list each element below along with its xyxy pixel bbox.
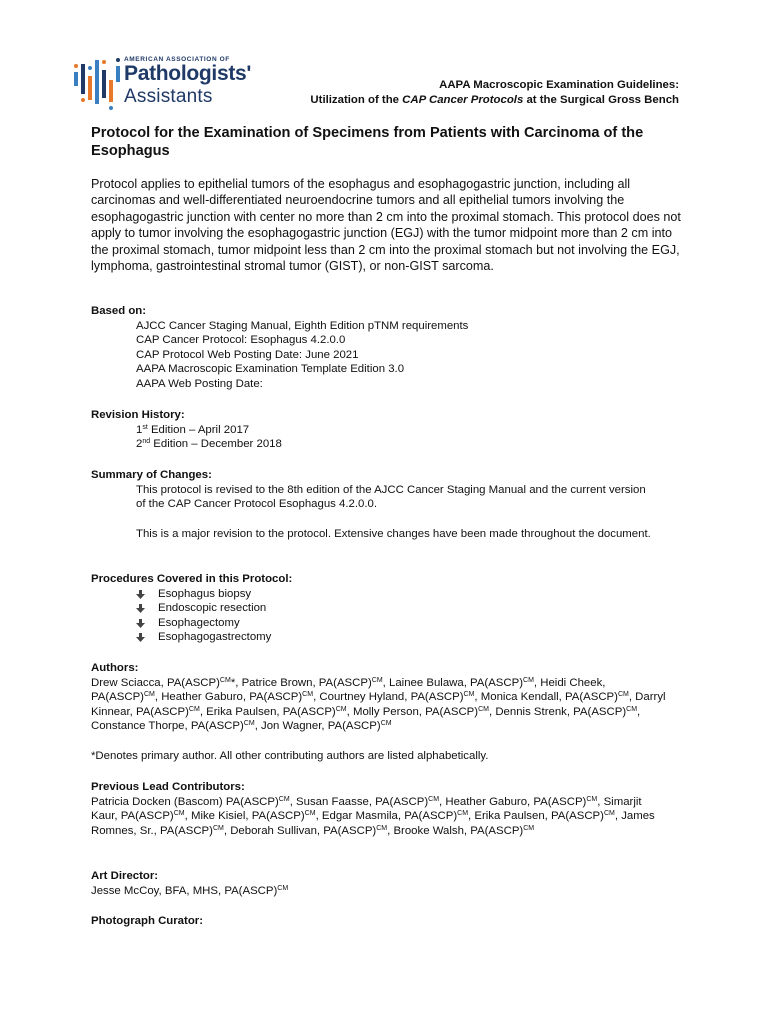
previous-contributor-credential: CM (603, 810, 615, 818)
arrow-bullet-icon (136, 619, 145, 628)
logo-wordmark-sub: Assistants (124, 86, 213, 107)
procedure-item (136, 616, 691, 631)
author-name: Darryl Kinnear, PA(ASCP) (91, 691, 666, 718)
revision-section (91, 408, 691, 452)
previous-contributor (191, 810, 322, 822)
art-director-section (91, 869, 691, 898)
revision-num: 1 (136, 423, 143, 436)
previous-contributor-credential: CM (304, 810, 316, 818)
author (481, 691, 635, 703)
authors-list (91, 676, 671, 734)
previous-contributor-separator: , (468, 810, 475, 823)
author-credential: CM (371, 676, 383, 684)
previous-contributors-list (91, 795, 671, 839)
author-separator: , (382, 676, 389, 689)
previous-contributors-heading: Previous Lead Contributors: (91, 781, 245, 793)
previous-contributor-credential: CM (212, 824, 224, 832)
page-title: Protocol for the Examination of Specimens from Patients with Carcinoma of the Esophagus (91, 125, 644, 159)
header-line-2-post: at the Surgical Gross Bench (523, 93, 679, 106)
logo-tagline: AMERICAN ASSOCIATION OF (124, 56, 230, 63)
revision-text: Edition – December 2018 (150, 438, 282, 451)
arrow-bullet-icon (136, 604, 145, 613)
previous-contributor-separator: , (184, 810, 191, 823)
aapa-logo (72, 56, 272, 112)
based-on-item: AJCC Cancer Staging Manual, Eighth Edition pTNM requirements (136, 319, 469, 332)
author-name: Constance Thorpe, PA(ASCP) (91, 720, 244, 733)
art-director-heading: Art Director: (91, 870, 159, 882)
previous-contributor (322, 810, 474, 822)
previous-contributor-separator: , (439, 795, 446, 808)
revision-num: 2 (136, 438, 143, 451)
author-credential: CM (143, 691, 155, 699)
author (242, 677, 389, 689)
header-line-2-emphasis: CAP Cancer Protocols (402, 93, 524, 106)
previous-contributor-separator: , (387, 824, 394, 837)
summary-heading: Summary of Changes: (91, 469, 212, 481)
previous-contributor-name: Edgar Masmila, PA(ASCP) (321, 810, 458, 823)
art-director-text: Jesse McCoy, BFA, MHS, PA(ASCP) (91, 884, 278, 897)
previous-contributor-separator: , (289, 795, 297, 808)
author-separator: , (199, 705, 207, 718)
previous-contributor (474, 810, 621, 822)
author-separator: , (533, 676, 541, 689)
procedure-label: Esophagectomy (158, 616, 240, 629)
revision-sup: st (142, 423, 148, 431)
procedure-item (136, 601, 691, 616)
header-line-2 (310, 93, 679, 108)
previous-contributor-credential: CM (278, 795, 290, 803)
author (389, 677, 540, 689)
previous-contributors-section (91, 780, 671, 838)
author-credential: CM (463, 691, 475, 699)
author-credential: CM (188, 705, 200, 713)
author-credential: CM (243, 720, 255, 728)
summary-paragraph-1: This protocol is revised to the 8th edition of the AJCC Cancer Staging Manual and the current version of the CAP Cancer Protocol Esophagus 4.2.0.0. (136, 483, 646, 511)
previous-contributor-credential: CM (376, 824, 388, 832)
revision-item (136, 423, 691, 438)
art-director-name (91, 884, 691, 899)
procedures-section (91, 572, 691, 645)
author (206, 706, 353, 718)
author-credential: CM (302, 691, 314, 699)
previous-contributor (445, 796, 603, 808)
procedures-heading: Procedures Covered in this Protocol: (91, 573, 293, 585)
author-separator: , (628, 691, 636, 704)
based-on-item: AAPA Web Posting Date: (136, 377, 263, 390)
previous-contributor-separator: , (597, 795, 604, 808)
author-separator: , (474, 691, 481, 704)
author-credential: CM (380, 720, 392, 728)
art-director-sup: CM (277, 884, 289, 892)
previous-contributor (91, 796, 296, 808)
author-credential: CM (523, 676, 534, 684)
previous-contributor-credential: CM (523, 824, 535, 832)
author-name: Jon Wagner, PA(ASCP) (261, 720, 381, 733)
based-on-item: AAPA Macroscopic Examination Template Edition 3.0 (136, 363, 405, 376)
previous-contributor-name: Simarjit Kaur, PA(ASCP) (91, 795, 642, 823)
author-name: Dennis Strenk, PA(ASCP) (495, 705, 627, 718)
procedure-label: Endoscopic resection (158, 602, 267, 615)
authors-section (91, 661, 671, 764)
revision-heading: Revision History: (91, 409, 185, 421)
author-name: Drew Sciacca, PA(ASCP) (91, 676, 220, 689)
arrow-bullet-icon (136, 590, 145, 599)
author (495, 706, 640, 718)
author-credential: CM (478, 705, 489, 713)
author-name: Lainee Bulawa, PA(ASCP) (389, 676, 524, 689)
author (161, 691, 319, 703)
author (91, 677, 242, 689)
author-separator: *, (230, 676, 242, 689)
previous-contributor (296, 796, 445, 808)
author-separator: , (254, 720, 262, 733)
author-name: Erika Paulsen, PA(ASCP) (206, 705, 336, 718)
author-name: Heidi Cheek, PA(ASCP) (91, 676, 606, 704)
logo-bars-icon (72, 56, 122, 112)
procedure-label: Esophagus biopsy (158, 587, 252, 600)
previous-contributor-credential: CM (457, 810, 469, 818)
intro-paragraph: Protocol applies to epithelial tumors of the esophagus and esophagogastric junction, including all carcinomas and well-differentiated neuroendocrine tumors and all epithelial tumors involving the esophagogastric junction with center no more than 2 cm into the proximal stomach. This protocol does not apply to tumor involving the esophagogastric junction (EGJ) with the tumor midpoint more than 2 cm into the proximal stomach, tumor midpoint less than 2 cm into the proximal stomach but not involving the EGJ, lymphoma, gastrointestinal stromal tumor (GIST), or non-GIST sarcoma. (91, 177, 681, 274)
author-credential: CM (219, 676, 231, 684)
authors-heading: Authors: (91, 662, 139, 674)
photograph-curator-heading: Photograph Curator: (91, 915, 203, 927)
previous-contributor-name: Patricia Docken (Bascom) PA(ASCP) (91, 795, 279, 808)
author-separator: , (154, 691, 162, 704)
based-on-item: CAP Cancer Protocol: Esophagus 4.2.0.0 (136, 334, 346, 347)
logo-wordmark-main: Pathologists' (124, 62, 252, 85)
previous-contributor-credential: CM (173, 810, 185, 818)
previous-contributor-name: Mike Kisiel, PA(ASCP) (190, 810, 305, 823)
author-separator: , (313, 691, 320, 704)
procedure-item (136, 630, 691, 645)
procedure-item (136, 587, 691, 602)
author (353, 706, 495, 718)
author-credential: CM (335, 705, 347, 713)
based-on-item: CAP Protocol Web Posting Date: June 2021 (136, 348, 359, 361)
author-credential: CM (626, 705, 638, 713)
previous-contributor-name: Deborah Sullivan, PA(ASCP) (230, 824, 377, 837)
previous-contributor-name: Heather Gaburo, PA(ASCP) (445, 795, 587, 808)
author-name: Molly Person, PA(ASCP) (352, 705, 479, 718)
summary-paragraph-2: This is a major revision to the protocol. Extensive changes have been made throughout the document. (136, 527, 651, 540)
author-separator: , (488, 705, 496, 718)
previous-contributor-separator: , (223, 824, 231, 837)
previous-contributor-name: James Romnes, Sr., PA(ASCP) (91, 810, 655, 837)
authors-note: *Denotes primary author. All other contributing authors are listed alphabetically. (91, 749, 489, 762)
revision-item (136, 437, 691, 452)
author-separator: , (637, 705, 641, 718)
header-line-1: AAPA Macroscopic Examination Guidelines: (439, 79, 679, 91)
procedure-label: Esophagogastrectomy (158, 631, 272, 644)
arrow-bullet-icon (136, 633, 145, 642)
author-name: Courtney Hyland, PA(ASCP) (319, 691, 464, 704)
revision-sup: nd (142, 438, 151, 446)
based-on-section (91, 304, 691, 392)
author (91, 720, 261, 732)
photograph-curator-section (91, 914, 691, 929)
based-on-heading: Based on: (91, 305, 147, 317)
previous-contributor-credential: CM (586, 795, 598, 803)
header-line-2-pre: Utilization of the (310, 93, 403, 106)
document-header (310, 78, 679, 107)
summary-section (91, 468, 691, 541)
previous-contributor-name: Susan Faasse, PA(ASCP) (296, 795, 429, 808)
previous-contributor-credential: CM (428, 795, 440, 803)
revision-text: Edition – April 2017 (147, 423, 250, 436)
previous-contributor (393, 825, 534, 837)
previous-contributor (230, 825, 393, 837)
author-separator: , (346, 705, 353, 718)
author-credential: CM (617, 691, 629, 699)
author (261, 720, 392, 732)
previous-contributor-separator: , (315, 810, 322, 823)
author-name: Heather Gaburo, PA(ASCP) (161, 691, 303, 704)
author-name: Patrice Brown, PA(ASCP) (241, 676, 372, 689)
previous-contributor-separator: , (614, 810, 622, 823)
previous-contributor-name: Erika Paulsen, PA(ASCP) (474, 810, 604, 823)
previous-contributor-name: Brooke Walsh, PA(ASCP) (393, 824, 524, 837)
author-name: Monica Kendall, PA(ASCP) (480, 691, 618, 704)
author (319, 691, 480, 703)
